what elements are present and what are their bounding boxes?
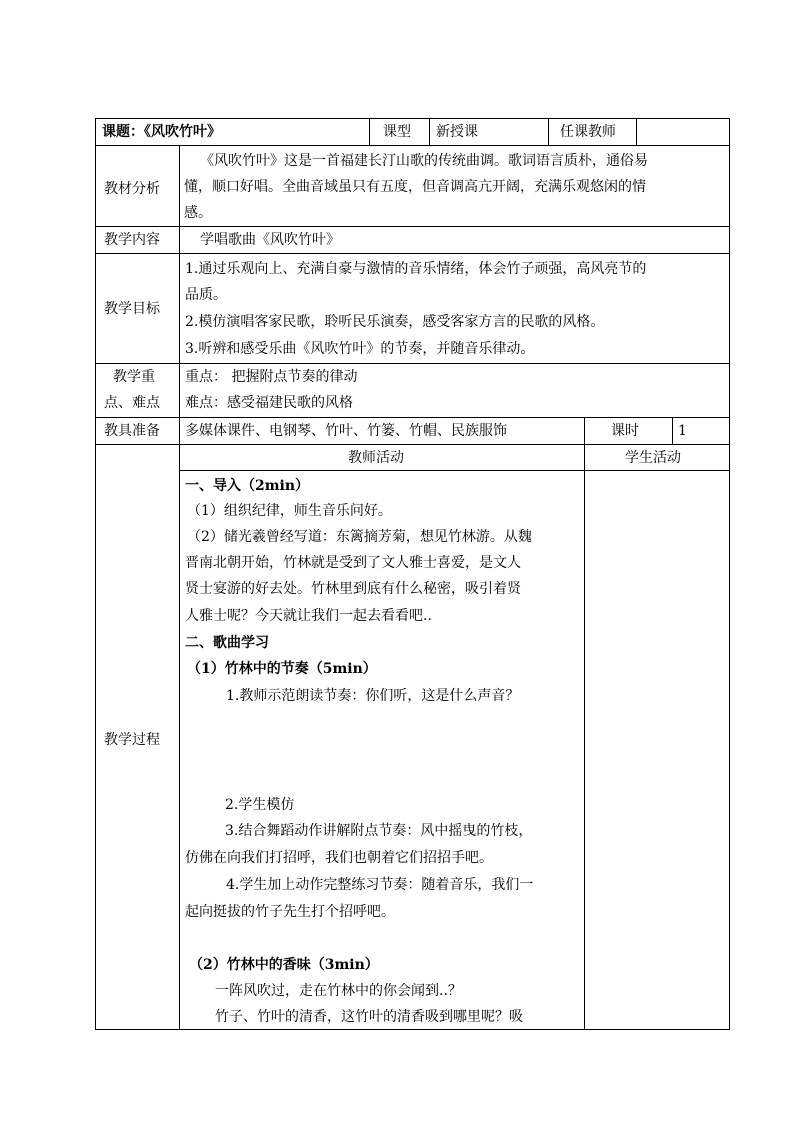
header-col-divider <box>548 118 549 145</box>
section-heading: 一、导入（2min） <box>185 478 310 494</box>
process-line: 晋南北朝开始，竹林就是受到了文人雅士喜爱，是文人 <box>185 555 521 571</box>
process-line: 竹子、竹叶的清香，这竹叶的清香吸到哪里呢？吸 <box>215 1009 523 1025</box>
analysis-line: 感。 <box>184 205 212 221</box>
label-column-divider <box>179 145 180 1029</box>
tools-value: 多媒体课件、电钢琴、竹叶、竹篓、竹帽、民族服饰 <box>185 423 507 439</box>
row-divider <box>95 253 730 254</box>
analysis-label: 教材分析 <box>104 181 160 197</box>
process-line: 起向挺拔的竹子先生打个招呼吧。 <box>185 904 395 920</box>
table-border-top <box>95 118 730 119</box>
row-divider <box>179 470 730 471</box>
process-line: 1.教师示范朗读节奏：你们听，这是什么声音？ <box>226 688 520 704</box>
row-divider <box>95 363 730 364</box>
difficult-point: 难点：感受福建民歌的风格 <box>185 395 353 411</box>
goal-line: 2.模仿演唱客家民歌，聆听民乐演奏，感受客家方言的民歌的风格。 <box>185 314 605 330</box>
analysis-line: 懂，顺口好唱。全曲音域虽只有五度，但音调高亢开阔，充满乐观悠闲的情 <box>184 179 646 195</box>
lesson-type-label: 课型 <box>383 124 411 140</box>
keypoints-label: 教学重 <box>113 369 155 385</box>
lesson-type-value: 新授课 <box>436 124 478 140</box>
row-divider <box>95 226 730 227</box>
process-line: 人雅士呢？今天就让我们一起去看看吧.. <box>185 608 432 624</box>
hours-label: 课时 <box>611 423 639 439</box>
goal-line: 1.通过乐观向上、充满自豪与激情的音乐情绪，体会竹子顽强，高风亮节的 <box>185 261 647 277</box>
content-label: 教学内容 <box>104 232 160 248</box>
keypoints-label: 点、难点 <box>104 395 160 411</box>
header-col-divider <box>429 118 430 145</box>
process-label: 教学过程 <box>104 732 160 748</box>
row-divider <box>95 417 730 418</box>
goal-line: 品质。 <box>185 287 227 303</box>
table-border-right <box>729 118 730 1029</box>
student-activity-header: 学生活动 <box>625 450 681 466</box>
process-line: 仿佛在向我们打招呼，我们也朝着它们招招手吧。 <box>185 850 493 866</box>
process-line: （1）组织纪律，师生音乐问好。 <box>187 503 392 519</box>
table-border-left <box>95 118 96 1029</box>
tools-label: 教具准备 <box>104 423 160 439</box>
lesson-title: 课题：《风吹竹叶》 <box>102 124 221 140</box>
subsection-heading: （2）竹林中的香味（3min） <box>189 957 379 973</box>
row-divider <box>95 444 730 445</box>
process-col-divider <box>584 444 585 1029</box>
process-line: 3.结合舞蹈动作讲解附点节奏：风中摇曳的竹枝， <box>225 823 533 839</box>
table-border-bottom <box>95 1029 730 1030</box>
tools-col-divider <box>672 417 673 444</box>
process-line: 2.学生模仿 <box>225 797 295 813</box>
key-point: 重点： 把握附点节奏的律动 <box>185 369 358 385</box>
row-divider <box>95 145 730 146</box>
process-line: 4.学生加上动作完整练习节奏：随着音乐，我们一 <box>226 877 534 893</box>
subsection-heading: （1）竹林中的节奏（5min） <box>187 661 377 677</box>
hours-value: 1 <box>678 423 687 439</box>
goal-line: 3.听辨和感受乐曲《风吹竹叶》的节奏，并随音乐律动。 <box>185 341 535 357</box>
tools-col-divider <box>584 417 585 444</box>
section-heading: 二、歌曲学习 <box>185 635 269 651</box>
analysis-line: 《风吹竹叶》这是一首福建长汀山歌的传统曲调。歌词语言质朴，通俗易 <box>200 153 648 169</box>
header-col-divider <box>636 118 637 145</box>
process-line: 贤士宴游的好去处。竹林里到底有什么秘密，吸引着贤 <box>185 581 521 597</box>
teacher-label: 任课教师 <box>560 124 616 140</box>
goals-label: 教学目标 <box>104 301 160 317</box>
process-line: 一阵风吹过，走在竹林中的你会闻到..？ <box>215 983 462 999</box>
content-value: 学唱歌曲《风吹竹叶》 <box>200 232 340 248</box>
header-col-divider <box>369 118 370 145</box>
teacher-activity-header: 教师活动 <box>348 450 404 466</box>
process-line: （2）储光羲曾经写道：东篱摘芳菊，想见竹林游。从魏 <box>187 529 532 545</box>
